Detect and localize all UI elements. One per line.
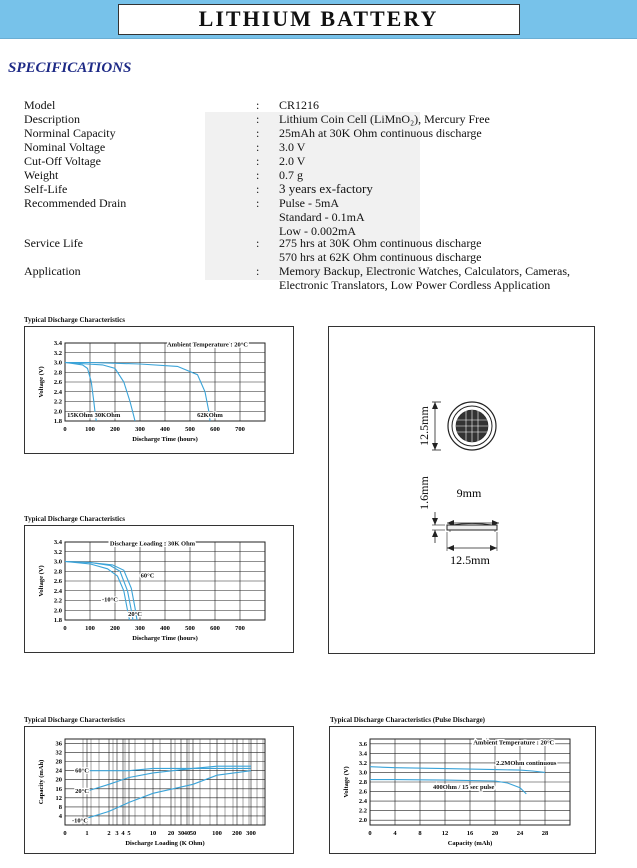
- spec-label: Application: [24, 264, 81, 278]
- spec-value: Lithium Coin Cell (LiMnO₂), Mercury Free: [279, 112, 490, 126]
- x-tick-label: 600: [210, 625, 220, 632]
- x-tick-label: 1: [85, 830, 89, 837]
- diameter-label: 12.5mm: [450, 553, 490, 567]
- y-tick-label: 2.2: [358, 807, 367, 815]
- y-tick-label: 3.2: [358, 759, 367, 767]
- y-tick-label: 3.4: [53, 539, 62, 546]
- series-label: 20°C: [75, 788, 89, 796]
- chart1-svg: [25, 327, 293, 453]
- y-tick-label: 16: [55, 785, 62, 793]
- spec-colon: :: [256, 154, 260, 168]
- spec-colon: :: [256, 112, 260, 126]
- x-tick-label: 12: [441, 830, 449, 837]
- header-banner: [0, 0, 637, 39]
- series-line: [87, 771, 251, 819]
- spec-value: 275 hrs at 30K Ohm continuous discharge: [279, 236, 482, 250]
- chart1-title: Typical Discharge Characteristics: [24, 316, 125, 324]
- plot-frame: [65, 739, 265, 825]
- spec-label: Nominal Voltage: [24, 140, 106, 154]
- y-tick-label: 2.0: [358, 817, 367, 825]
- x-tick-label: 20: [167, 830, 175, 837]
- x-tick-label: 500: [185, 625, 195, 632]
- x-axis-label: Discharge Time (hours): [132, 635, 198, 642]
- series-label: 2.2MOhm continuous: [496, 759, 557, 767]
- page-title: LITHIUM BATTERY: [198, 6, 439, 31]
- spec-label: Service Life: [24, 236, 83, 250]
- y-axis-label: Capacity (mAh): [38, 759, 45, 805]
- y-tick-label: 2.8: [53, 568, 62, 576]
- x-tick-label: 4: [121, 830, 125, 837]
- y-tick-label: 2.2: [53, 597, 62, 605]
- chart-annotation: Discharge Loading : 30K Ohm: [109, 540, 196, 548]
- x-tick-label: 20: [491, 830, 499, 837]
- y-tick-label: 2.4: [53, 587, 62, 595]
- y-tick-label: 3.2: [53, 349, 62, 357]
- y-tick-label: 2.4: [358, 798, 367, 806]
- y-tick-label: 2.4: [53, 388, 62, 396]
- spec-colon: :: [256, 126, 260, 140]
- x-tick-label: 50: [189, 830, 197, 837]
- y-tick-label: 3.0: [358, 769, 367, 777]
- chart2-panel: [24, 525, 294, 653]
- y-tick-label: 2.6: [53, 379, 62, 386]
- y-tick-label: 3.0: [53, 558, 62, 566]
- x-tick-label: 600: [210, 426, 220, 433]
- x-tick-label: 10: [149, 830, 157, 837]
- spec-value: Low - 0.002mA: [279, 224, 356, 238]
- y-tick-label: 20: [55, 776, 62, 784]
- x-tick-label: 40: [183, 830, 191, 837]
- spec-colon: :: [256, 182, 260, 196]
- y-tick-label: 2.2: [53, 398, 62, 406]
- x-tick-label: 0: [63, 830, 67, 837]
- x-axis-label: Discharge Time (hours): [132, 436, 198, 443]
- chart4-title: Typical Discharge Characteristics (Pulse Discharge): [330, 716, 486, 724]
- x-axis-label: Discharge Loading (K Ohm): [125, 840, 205, 847]
- y-tick-label: 2.0: [53, 408, 62, 416]
- series-label: 30KOhm: [94, 412, 121, 420]
- chart3-panel: [24, 726, 294, 854]
- chart-annotation: Ambient Temperature : 20°C: [166, 341, 249, 349]
- chart3-title: Typical Discharge Characteristics: [24, 716, 125, 724]
- thickness-label: 1.6mm: [417, 476, 431, 510]
- chart-annotation: Ambient Temperature : 20°C: [473, 739, 555, 747]
- x-tick-label: 300: [135, 625, 145, 632]
- y-tick-label: 2.8: [358, 779, 367, 786]
- spec-value: 2.0 V: [279, 154, 306, 168]
- x-tick-label: 2: [107, 830, 111, 837]
- series-line: [370, 767, 545, 773]
- series-label: 60°C: [140, 572, 155, 580]
- chart4-svg: [330, 727, 595, 853]
- spec-value: Electronic Translators, Low Power Cordless Application: [279, 278, 551, 292]
- spec-label: Self-Life: [24, 182, 68, 196]
- y-tick-label: 3.4: [53, 340, 62, 347]
- specifications-heading: SPECIFICATIONS: [8, 60, 132, 76]
- x-tick-label: 300: [135, 426, 145, 433]
- y-tick-label: 1.8: [53, 617, 62, 624]
- spec-value: 0.7 g: [279, 168, 303, 182]
- series-label: 400Ohm / 15 sec pulse: [433, 784, 495, 792]
- y-tick-label: 4: [58, 812, 62, 820]
- y-tick-label: 12: [55, 794, 62, 802]
- x-tick-label: 300: [246, 830, 256, 837]
- x-tick-label: 3: [115, 830, 119, 837]
- spec-colon: :: [256, 196, 260, 210]
- title-box: [118, 4, 520, 35]
- spec-label: Description: [24, 112, 80, 126]
- y-tick-label: 28: [55, 758, 62, 766]
- dimension-drawing: [329, 327, 594, 653]
- dimension-drawing-panel: [328, 326, 595, 654]
- spec-colon: :: [256, 168, 260, 182]
- y-tick-label: 3.0: [53, 359, 62, 367]
- x-tick-label: 500: [185, 426, 195, 433]
- series-label: -10°C: [102, 596, 118, 604]
- x-tick-label: 24: [516, 830, 524, 837]
- x-tick-label: 700: [235, 426, 245, 433]
- spec-label: Weight: [24, 168, 59, 182]
- series-label: 15KOhm: [67, 412, 93, 420]
- x-tick-label: 4: [393, 830, 397, 837]
- x-tick-label: 200: [110, 625, 120, 632]
- x-axis-label: Capacity (mAh): [447, 840, 493, 847]
- y-tick-label: 32: [55, 749, 62, 757]
- y-tick-label: 1.8: [53, 418, 62, 425]
- y-tick-label: 2.8: [53, 369, 62, 377]
- spec-value: 3 years ex-factory: [279, 181, 373, 196]
- y-tick-label: 3.6: [358, 740, 367, 748]
- spec-colon: :: [256, 98, 260, 112]
- spec-label: Recommended Drain: [24, 196, 127, 210]
- y-tick-label: 3.2: [53, 548, 62, 556]
- y-tick-label: 8: [58, 803, 62, 811]
- x-tick-label: 0: [63, 426, 67, 433]
- x-tick-label: 400: [160, 625, 170, 632]
- x-tick-label: 16: [466, 830, 474, 837]
- x-tick-label: 100: [85, 625, 95, 632]
- spec-value: 25mAh at 30K Ohm continuous discharge: [279, 126, 482, 140]
- coin-side-view: [447, 525, 497, 530]
- x-tick-label: 28: [541, 830, 549, 837]
- coin-top-grid: [456, 410, 488, 442]
- x-tick-label: 200: [110, 426, 120, 433]
- x-tick-label: 100: [85, 426, 95, 433]
- chart3-svg: [25, 727, 293, 853]
- height-label: 12.5mm: [417, 406, 431, 446]
- series-label: 60°C: [75, 767, 89, 775]
- x-tick-label: 100: [212, 830, 222, 837]
- y-tick-label: 24: [55, 767, 62, 775]
- x-tick-label: 700: [235, 625, 245, 632]
- spec-label: Norminal Capacity: [24, 126, 116, 140]
- series-label: 20°C: [128, 611, 142, 619]
- spec-label: Cut-Off Voltage: [24, 154, 101, 168]
- y-tick-label: 2.6: [53, 578, 62, 585]
- y-tick-label: 36: [55, 740, 62, 748]
- spec-value: CR1216: [279, 98, 320, 112]
- spec-label: Model: [24, 98, 56, 112]
- spec-colon: :: [256, 140, 260, 154]
- spec-colon: :: [256, 236, 260, 250]
- series-line: [87, 768, 251, 770]
- x-tick-label: 5: [127, 830, 131, 837]
- spec-value: Pulse - 5mA: [279, 196, 339, 210]
- series-line: [87, 766, 251, 791]
- x-tick-label: 0: [368, 830, 372, 837]
- chart4-panel: [329, 726, 596, 854]
- y-tick-label: 3.4: [358, 750, 367, 758]
- series-label: -10°C: [72, 817, 88, 825]
- x-tick-label: 8: [418, 830, 422, 837]
- spec-value: 570 hrs at 62K Ohm continuous discharge: [279, 250, 482, 264]
- spec-value: 3.0 V: [279, 140, 306, 154]
- y-tick-label: 2.6: [358, 788, 367, 796]
- spec-value: Memory Backup, Electronic Watches, Calculators, Cameras,: [279, 264, 571, 278]
- x-tick-label: 0: [63, 625, 67, 632]
- x-tick-label: 400: [160, 426, 170, 433]
- spec-value: Standard - 0.1mA: [279, 210, 365, 224]
- x-tick-label: 30: [177, 830, 185, 837]
- y-axis-label: Voltage (V): [38, 565, 45, 597]
- chart1-panel: [24, 326, 294, 454]
- y-axis-label: Voltage (V): [343, 766, 350, 798]
- spec-colon: :: [256, 264, 260, 278]
- inner-diameter-label: 9mm: [456, 486, 482, 500]
- chart2-title: Typical Discharge Characteristics: [24, 515, 125, 523]
- series-label: 62KOhm: [197, 412, 223, 420]
- x-tick-label: 200: [232, 830, 242, 837]
- chart2-svg: [25, 526, 293, 652]
- y-tick-label: 2.0: [53, 607, 62, 615]
- y-axis-label: Voltage (V): [38, 366, 45, 398]
